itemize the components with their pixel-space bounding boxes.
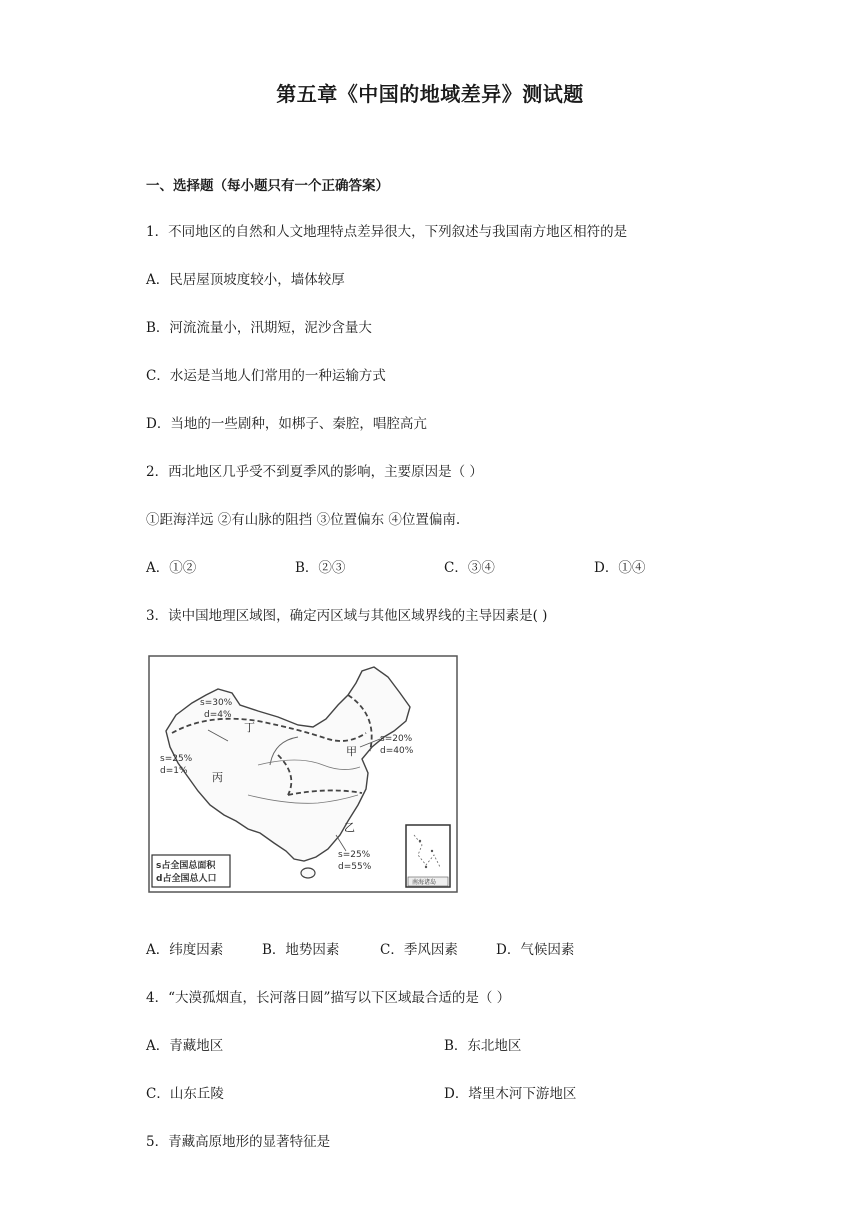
question-1-option-d: D．当地的一些剧种，如梆子、秦腔，唱腔高亢 [146, 416, 427, 432]
question-4-option-a: A．青藏地区 [146, 1038, 224, 1054]
china-region-map [148, 655, 458, 893]
question-3-option-c: C．季风因素 [380, 942, 458, 958]
inset-label: 南海诸岛 [412, 879, 437, 886]
region-jia-label: 甲 [346, 745, 357, 758]
region-bing-label: 丙 [212, 771, 223, 784]
ding-area-share: s=30% [200, 698, 233, 708]
question-3-option-a: A．纬度因素 [146, 942, 224, 958]
question-2-option-b: B．②③ [295, 560, 346, 576]
question-4-option-b: B．东北地区 [444, 1038, 522, 1054]
question-2-option-d: D．①④ [594, 560, 646, 576]
legend-area: s占全国总面积 [156, 861, 216, 871]
jia-area-share: s=20% [380, 734, 413, 744]
question-5-stem: 5．青藏高原地形的显著特征是 [146, 1134, 331, 1150]
yi-area-share: s=25% [338, 850, 371, 860]
bing-area-share: s=25% [160, 754, 193, 764]
question-4-option-c: C．山东丘陵 [146, 1086, 224, 1102]
legend-population: d占全国总人口 [156, 874, 217, 884]
question-3-stem: 3．读中国地理区域图，确定丙区域与其他区域界线的主导因素是( ) [146, 608, 548, 624]
region-yi-label: 乙 [344, 821, 355, 834]
bing-population-share: d=1% [160, 766, 188, 776]
question-1-option-a: A．民居屋顶坡度较小，墙体较厚 [146, 272, 345, 288]
ding-population-share: d=4% [204, 710, 232, 720]
question-1-stem: 1．不同地区的自然和人文地理特点差异很大，下列叙述与我国南方地区相符的是 [146, 224, 628, 240]
question-3-option-d: D．气候因素 [496, 942, 575, 958]
page-title: 第五章《中国的地域差异》测试题 [276, 82, 584, 106]
question-1-option-b: B．河流流量小，汛期短，泥沙含量大 [146, 320, 372, 336]
section-heading: 一、选择题（每小题只有一个正确答案） [146, 178, 389, 194]
question-4-option-d: D．塔里木河下游地区 [444, 1086, 577, 1102]
question-4-stem: 4．“大漠孤烟直，长河落日圆”描写以下区域最合适的是（ ） [146, 990, 511, 1006]
jia-population-share: d=40% [380, 746, 414, 756]
question-1-option-c: C．水运是当地人们常用的一种运输方式 [146, 368, 386, 384]
question-2-option-c: C．③④ [444, 560, 495, 576]
region-ding-label: 丁 [244, 721, 255, 734]
question-2-reasons: ①距海洋远 ②有山脉的阻挡 ③位置偏东 ④位置偏南. [146, 512, 461, 528]
question-2-stem: 2．西北地区几乎受不到夏季风的影响，主要原因是（ ） [146, 464, 483, 480]
question-3-option-b: B．地势因素 [262, 942, 340, 958]
question-2-option-a: A．①② [146, 560, 197, 576]
yi-population-share: d=55% [338, 862, 372, 872]
